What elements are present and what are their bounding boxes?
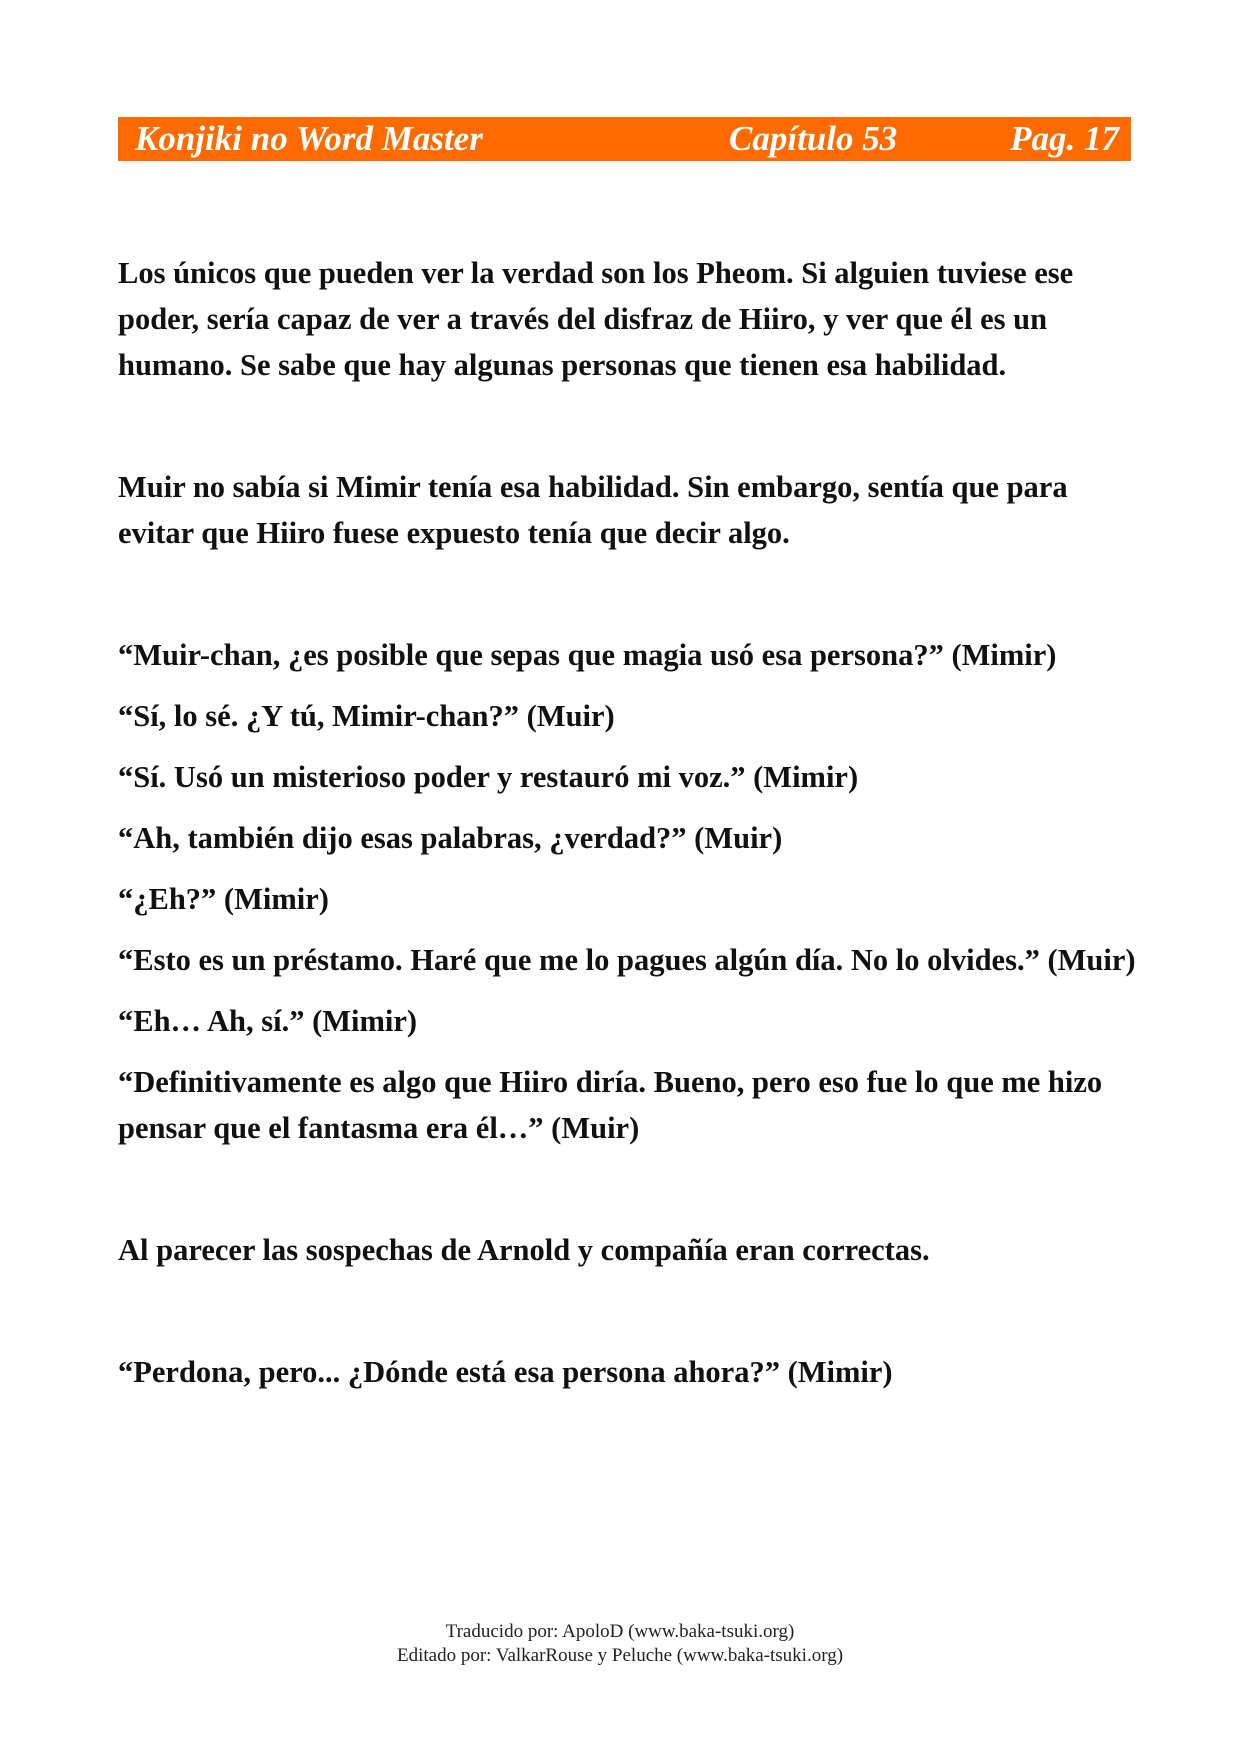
dialogue-line: “Definitivamente es algo que Hiiro diría. Bueno, pero eso fue lo que me hizo pensar que el fantasma era él…” (Muir) bbox=[118, 1065, 1103, 1145]
dialogue-line: “Eh… Ah, sí.” (Mimir) bbox=[118, 1004, 418, 1038]
dialogue-line: “Perdona, pero... ¿Dónde está esa persona ahora?” (Mimir) bbox=[118, 1355, 893, 1389]
page-number: Pag. 17 bbox=[1010, 119, 1119, 158]
editor-credit: Editado por: ValkarRouse y Peluche (www.baka-tsuki.org) bbox=[396, 1645, 844, 1666]
paragraph: Los únicos que pueden ver la verdad son los Pheom. Si alguien tuviese ese poder, sería capaz de ver a través del disfraz de Hiiro, y ver que él es un humano. Se sabe que hay algunas personas que tienen esa habilidad. bbox=[118, 256, 1074, 382]
paragraph: Muir no sabía si Mimir tenía esa habilidad. Sin embargo, sentía que para evitar que Hiiro fuese expuesto tenía que decir algo. bbox=[118, 470, 1068, 550]
translator-credit: Traducido por: ApoloD (www.baka-tsuki.org) bbox=[445, 1621, 795, 1642]
page-header bbox=[118, 117, 1131, 161]
dialogue-line: “Sí, lo sé. ¿Y tú, Mimir-chan?” (Muir) bbox=[118, 699, 615, 733]
chapter-label: Capítulo 53 bbox=[729, 119, 898, 158]
dialogue-line: “Esto es un préstamo. Haré que me lo pagues algún día. No lo olvides.” (Muir) bbox=[118, 943, 1136, 977]
dialogue-line: “Muir-chan, ¿es posible que sepas que magia usó esa persona?” (Mimir) bbox=[118, 638, 1057, 672]
dialogue-line: “Sí. Usó un misterioso poder y restauró mi voz.” (Mimir) bbox=[118, 760, 859, 794]
page-body bbox=[118, 250, 1138, 1395]
dialogue-line: “Ah, también dijo esas palabras, ¿verdad?” (Muir) bbox=[118, 821, 783, 855]
book-title: Konjiki no Word Master bbox=[135, 119, 483, 158]
page-footer bbox=[0, 1620, 1240, 1668]
paragraph: Al parecer las sospechas de Arnold y compañía eran correctas. bbox=[118, 1233, 930, 1267]
dialogue-line: “¿Eh?” (Mimir) bbox=[118, 882, 329, 916]
